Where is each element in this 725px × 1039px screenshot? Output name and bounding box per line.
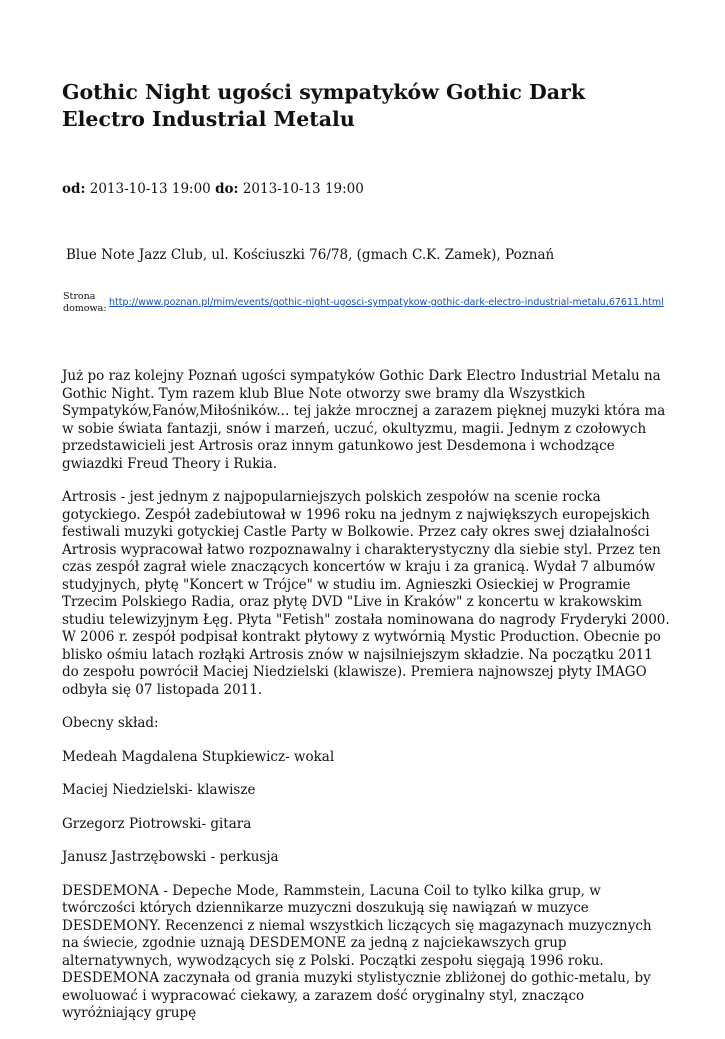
event-description: [62, 368, 670, 1039]
event-venue: Blue Note Jazz Club, ul. Kościuszki 76/78, (gmach C.K. Zamek), Poznań: [66, 247, 555, 263]
event-title: Gothic Night ugości sympatyków Gothic Dark Electro Industrial Metalu: [62, 80, 586, 131]
homepage-label: Strona domowa:: [63, 291, 107, 314]
paragraph-intro: Już po raz kolejny Poznań ugości sympatyków Gothic Dark Electro Industrial Metalu na Gothic Night. Tym razem klub Blue Note otworzy swe bramy dla Wszystkich Sympatyków,Fanów,Miłośników... tej jakże mrocznej a zarazem pięknej muzyki która ma w sobie świata fantazji, snów i marzeń, uczuć, okultyzmu, magii. Jednym z czołowych przedstawicieli jest Artrosis oraz innym gatunkowo jest Desdemona i wchodzące gwiazdki Freud Theory i Rukia.: [62, 368, 666, 472]
paragraph-lineup-heading: Obecny skład:: [62, 715, 159, 731]
paragraph-lineup-member: Medeah Magdalena Stupkiewicz- wokal: [62, 748, 335, 765]
paragraph-lineup-member: Grzegorz Piotrowski- gitara: [62, 815, 252, 832]
paragraph-lineup-member: Janusz Jastrzębowski - perkusja: [62, 849, 279, 865]
to-value: 2013-10-13 19:00: [242, 181, 364, 197]
event-dates: [62, 180, 364, 198]
to-label: do:: [215, 181, 239, 197]
from-label: od:: [62, 181, 86, 197]
paragraph-lineup-member: Maciej Niedzielski- klawisze: [62, 782, 256, 798]
from-value: 2013-10-13 19:00: [89, 181, 211, 197]
paragraph-desdemona: DESDEMONA - Depeche Mode, Rammstein, Lacuna Coil to tylko kilka grup, w twórczości których dziennikarze muzyczni doszukują się nawiązań w muzyce DESDEMONY. Recenzenci z niemal wszystkich liczących się magazynach muzycznych na świecie, zgodnie uznają DESDEMONE za jedną z najciekawszych grup alternatywnych, wywodzących się z Polski. Początki zespołu sięgają 1996 roku. DESDEMONA zaczynała od grania muzyki stylistycznie zbliżonej do gothic-metalu, by ewoluować i wypracować ciekawy, a zarazem dość oryginalny styl, znacząco wyróżniający grupę: [62, 882, 652, 1021]
paragraph-artrosis: Artrosis - jest jednym z najpopularniejszych polskich zespołów na scenie rocka gotyckiego. Zespół zadebiutował w 1996 roku na jednym z największych europejskich festiwali muzyki gotyckiej Castle Party w Bolkowie. Przez cały okres swej działalności Artrosis wypracował łatwo rozpoznawalny i charakterystyczny dla siebie styl. Przez ten czas zespół zagrał wiele znaczących koncertów w kraju i za granicą. Wydał 7 albumów studyjnych, płytę "Koncert w Trójce" w studiu im. Agnieszki Osieckiej w Programie Trzecim Polskiego Radia, oraz płytę DVD "Live in Kraków" z koncertu w krakowskim studiu telewizyjnym Łęg. Płyta "Fetish" została nominowana do nagrody Fryderyki 2000. W 2006 r. zespół podpisał kontrakt płytowy z wytwórnią Mystic Production. Obecnie po blisko ośmiu latach rozłąki Artrosis znów w najsilniejszym składzie. Na początku 2011 do zespołu powrócił Maciej Niedzielski (klawisze). Premiera najnowszej płyty IMAGO odbyła się 07 listopada 2011.: [62, 489, 670, 698]
homepage-link[interactable]: http://www.poznan.pl/mim/events/gothic-night-ugosci-sympatykow-gothic-dark-electro-industrial-metalu,67611.html: [109, 297, 664, 308]
